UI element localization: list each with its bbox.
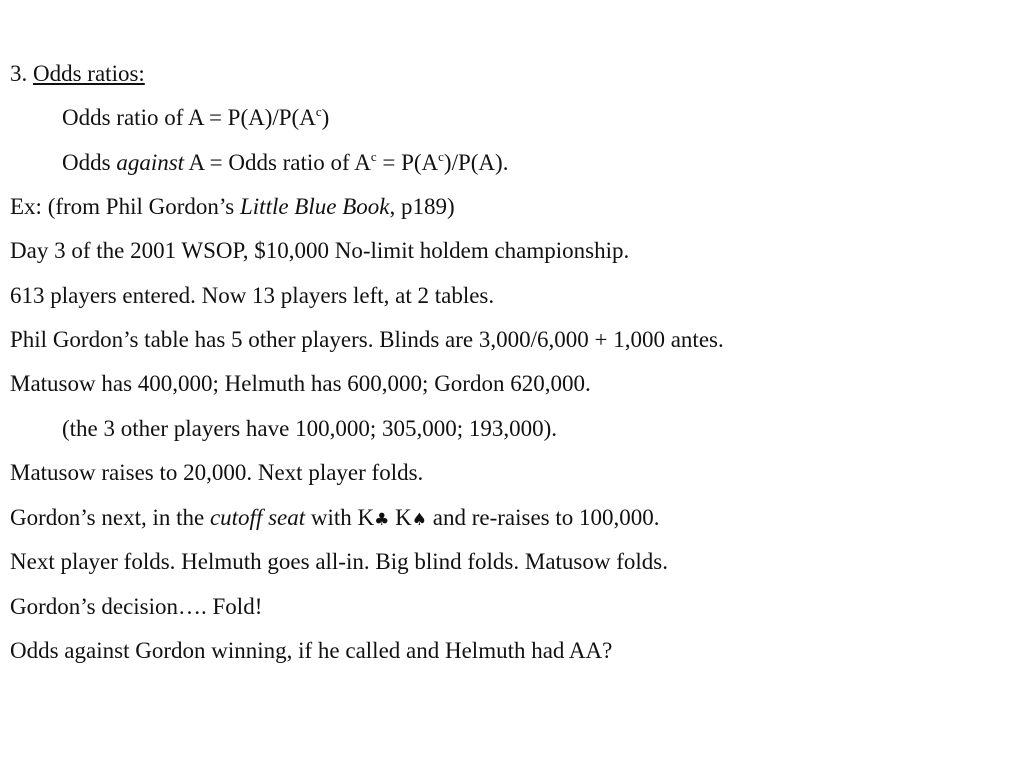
odds-against-mid2: = P(A — [376, 150, 439, 175]
text-line-gordon — [10, 504, 660, 534]
complement-superscript: c — [315, 104, 322, 119]
odds-ratio-definition — [62, 104, 329, 132]
odds-against-end: )/P(A). — [443, 150, 509, 175]
gordon-start: Gordon’s next, in the — [10, 505, 210, 530]
complement-superscript-2: c — [438, 149, 444, 164]
odds-ratio-text: Odds ratio of A = P(A)/P(A — [62, 105, 316, 130]
text-line-others: (the 3 other players have 100,000; 305,000; 193,000). — [62, 416, 558, 441]
club-suit-icon: ♣ — [374, 510, 390, 530]
text-line-raise: Matusow raises to 20,000. Next player folds. — [10, 460, 424, 485]
complement-superscript-1: c — [370, 149, 377, 164]
heading-title: Odds ratios: — [33, 61, 145, 86]
text-line-decision: Gordon’s decision…. Fold! — [10, 594, 263, 619]
book-title: Little Blue Book — [240, 194, 390, 219]
odds-against-start: Odds — [62, 150, 117, 175]
spade-suit-icon: ♠ — [411, 510, 428, 530]
cutoff-seat-italic: cutoff seat — [209, 505, 306, 530]
heading-number: 3. — [10, 61, 28, 86]
text-line-players: 613 players entered. Now 13 players left, at 2 tables. — [10, 283, 495, 308]
example-source — [10, 193, 455, 221]
odds-ratio-end: ) — [321, 105, 330, 130]
example-start: Ex: (from Phil Gordon’s — [10, 194, 240, 219]
odds-against-definition — [62, 149, 508, 177]
example-end: , p189) — [389, 194, 455, 219]
heading — [10, 60, 145, 88]
text-line-stacks: Matusow has 400,000; Helmuth has 600,000; Gordon 620,000. — [10, 371, 591, 396]
text-line-question: Odds against Gordon winning, if he called and Helmuth had AA? — [10, 638, 613, 663]
text-line-table: Phil Gordon’s table has 5 other players. Blinds are 3,000/6,000 + 1,000 antes. — [10, 327, 724, 352]
text-line-folds: Next player folds. Helmuth goes all-in. Big blind folds. Matusow folds. — [10, 549, 668, 574]
odds-against-italic: against — [116, 150, 185, 175]
gordon-end: and re-raises to 100,000. — [427, 505, 660, 530]
gordon-mid2: K — [389, 505, 412, 530]
text-line-day3: Day 3 of the 2001 WSOP, $10,000 No-limit holdem championship. — [10, 238, 630, 263]
odds-against-mid1: A = Odds ratio of A — [184, 150, 371, 175]
gordon-mid: with K — [305, 505, 375, 530]
